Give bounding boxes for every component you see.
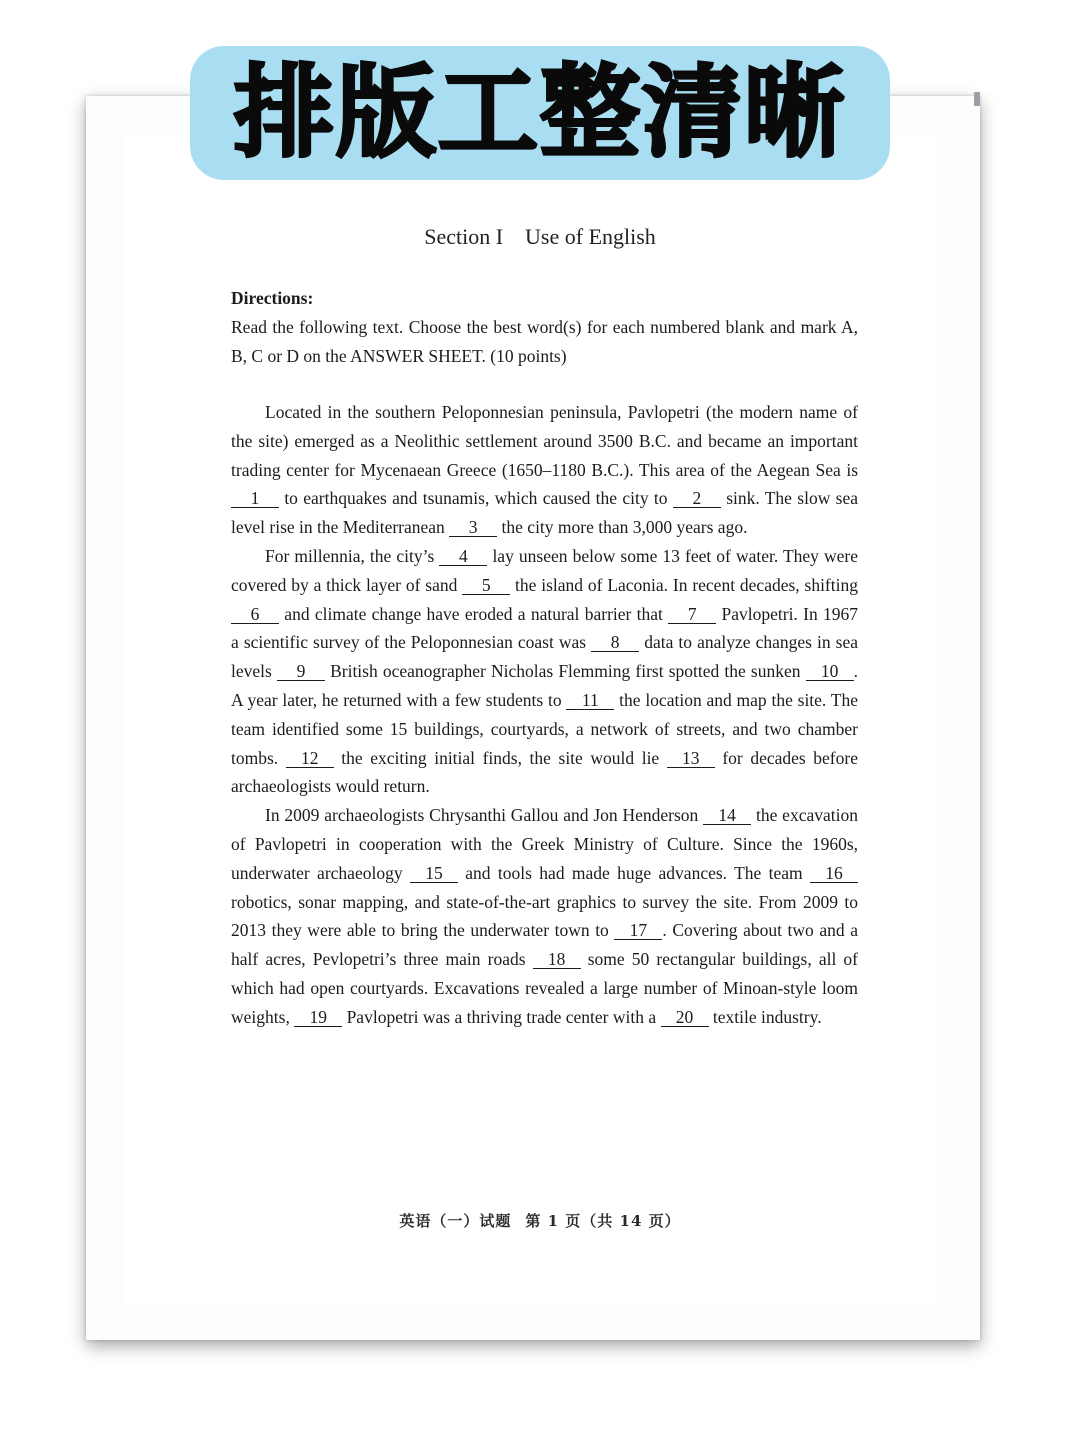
- passage-text: some 50 rectangular buildings, all of which had open courtyards. Excavations revealed a large number of Minoan-style loom weights,: [231, 949, 859, 1027]
- numbered-blank: 12: [286, 749, 334, 768]
- passage-text: and climate change have eroded a natural barrier that: [279, 603, 669, 624]
- passage-text: . Covering about two and a half acres, Pevlopetri’s three main roads: [231, 920, 859, 970]
- numbered-blank: 19: [294, 1008, 342, 1027]
- section-name: Use of English: [525, 224, 656, 249]
- passage-text: British oceanographer Nicholas Flemming first spotted the sunken: [324, 661, 806, 682]
- numbered-blank: 20: [661, 1008, 709, 1027]
- directions-block: [231, 284, 858, 371]
- numbered-blank: 11: [566, 691, 614, 710]
- numbered-blank: 13: [667, 749, 715, 768]
- passage-text: to earthquakes and tsunamis, which caused the city to: [279, 488, 673, 509]
- numbered-blank: 15: [410, 864, 458, 883]
- page-edge-marker: [974, 92, 980, 106]
- numbered-blank: 7: [668, 605, 716, 624]
- passage-text: . A year later, he returned with a few students to: [231, 661, 858, 710]
- passage-text: Pavlopetri was a thriving trade center with a: [342, 1006, 661, 1027]
- section-number: Section I: [424, 224, 504, 249]
- numbered-blank: 4: [439, 547, 487, 566]
- numbered-blank: 3: [449, 518, 497, 537]
- numbered-blank: 18: [533, 950, 581, 969]
- passage-text: lay unseen below some 13 feet of water. They were covered by a thick layer of sand: [231, 545, 858, 595]
- passage-paragraph: [231, 542, 858, 801]
- passage-text: and tools had made huge advances. The team: [457, 862, 811, 883]
- numbered-blank: 2: [673, 489, 721, 508]
- passage-text: sink. The slow sea level rise in the Mediterranean: [231, 488, 858, 538]
- banner-title: 排版工整清晰: [234, 54, 846, 171]
- passage-text: Located in the southern Peloponnesian peninsula, Pavlopetri (the modern name of the site) emerged as a Neolithic settlement around 3500 B.C. and became an important trading center for Mycenaean Greece (1650–1180 B.C.). This area of the Aegean Sea is: [231, 402, 858, 480]
- numbered-blank: 8: [591, 633, 639, 652]
- title-banner: [190, 46, 890, 180]
- reading-passage: [231, 398, 858, 1032]
- numbered-blank: 5: [462, 576, 510, 595]
- passage-text: robotics, sonar mapping, and state-of-the-art graphics to survey the site. From 2009 to 2013 they were able to bring the underwater town to: [231, 891, 858, 941]
- passage-text: Pavlopetri. In 1967 a scientific survey of the Peloponnesian coast was: [231, 603, 858, 653]
- numbered-blank: 16: [810, 864, 858, 883]
- passage-text: the city more than 3,000 years ago.: [497, 517, 748, 538]
- footer-subject: 英语（一）试题: [399, 1212, 512, 1230]
- passage-text: For millennia, the city’s: [265, 545, 440, 566]
- passage-text: In 2009 archaeologists Chrysanthi Gallou and Jon Henderson: [265, 805, 704, 826]
- passage-text: the exciting initial finds, the site would lie: [333, 747, 667, 768]
- passage-paragraph: [231, 801, 858, 1031]
- numbered-blank: 1: [231, 489, 279, 508]
- numbered-blank: 17: [614, 921, 662, 940]
- numbered-blank: 14: [703, 806, 751, 825]
- directions-text: Read the following text. Choose the best word(s) for each numbered blank and mark A, B, C or D on the ANSWER SHEET. (10 points): [231, 317, 858, 366]
- passage-text: the excavation of Pavlopetri in cooperation with the Greek Ministry of Culture. Since the 1960s, underwater archaeology: [231, 805, 858, 883]
- passage-text: textile industry.: [708, 1006, 822, 1027]
- directions-heading: Directions:: [231, 288, 314, 308]
- passage-text: the location and map the site. The team identified some 15 buildings, courtyards, a network of streets, and two chamber tombs.: [231, 689, 858, 768]
- numbered-blank: 10: [806, 662, 854, 681]
- numbered-blank: 6: [231, 605, 279, 624]
- passage-text: the island of Laconia. In recent decades, shifting: [510, 574, 858, 595]
- numbered-blank: 9: [277, 662, 325, 681]
- passage-paragraph: [231, 398, 858, 542]
- section-heading: [0, 224, 1080, 250]
- passage-text: data to analyze changes in sea levels: [231, 632, 858, 682]
- page-footer: [0, 1210, 1080, 1231]
- passage-text: for decades before archaeologists would return.: [231, 747, 858, 797]
- footer-page-number: 第 1 页（共 14 页）: [525, 1212, 681, 1230]
